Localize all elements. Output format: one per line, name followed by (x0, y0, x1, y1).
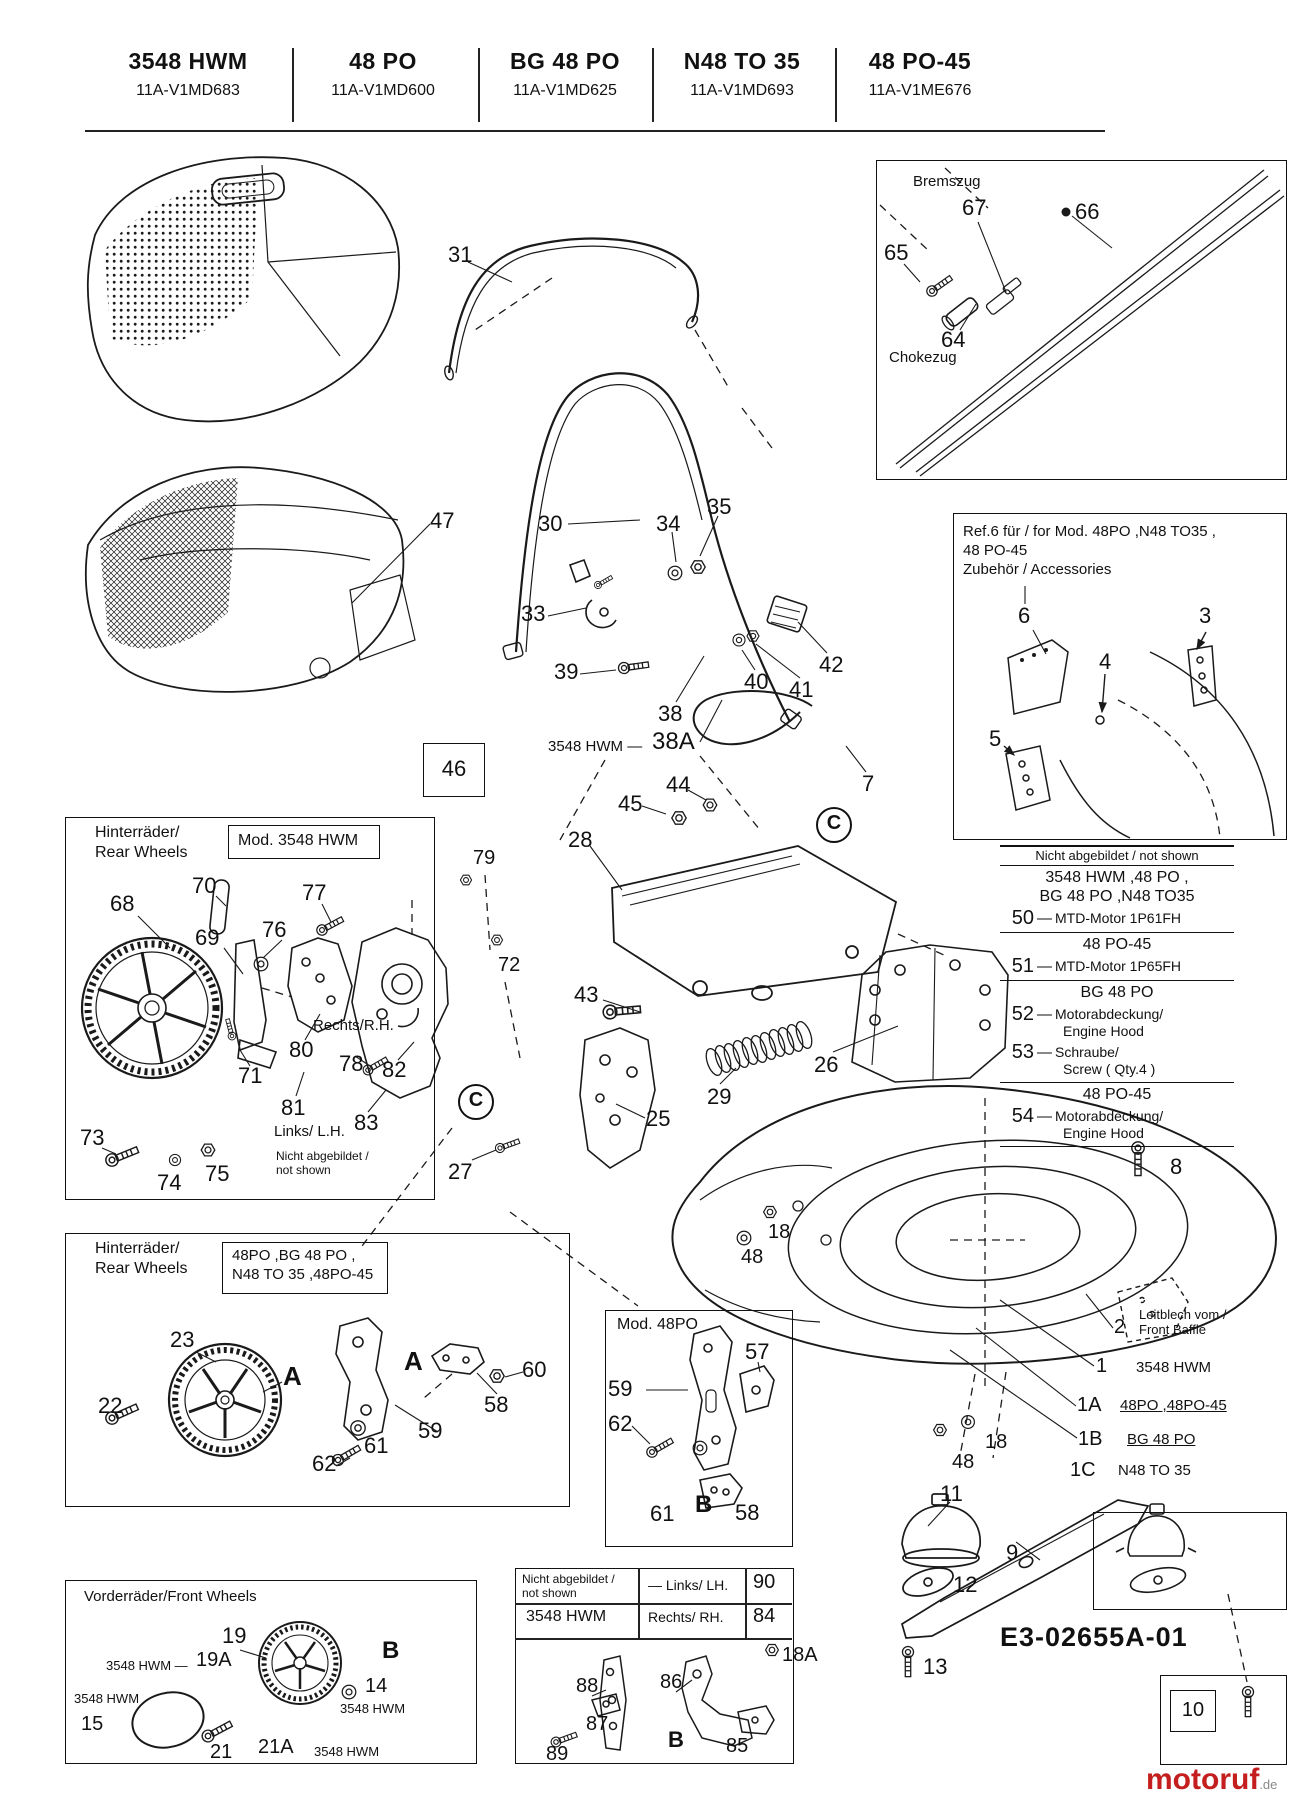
callout-57: 57 (745, 1339, 770, 1364)
callout-64: 64 (941, 327, 966, 352)
callout-note-1a: 48PO ,48PO-45 (1120, 1397, 1227, 1414)
model-name: N48 TO 35 (683, 48, 801, 74)
callout-62-2: 62 (608, 1411, 633, 1436)
bracket-25-graphic (580, 1028, 655, 1168)
engine-table-models: 3548 HWM ,48 PO , (1045, 869, 1189, 886)
callout-87: 87 (586, 1713, 609, 1735)
callout-18A: 18A (782, 1644, 818, 1666)
model-name: 48 PO-45 (868, 48, 972, 74)
callout-59-2: 59 (608, 1376, 633, 1401)
callout-35: 35 (707, 494, 732, 519)
blade-adapter-box (1093, 1512, 1287, 1610)
callout-29: 29 (707, 1084, 732, 1109)
blade-table-vline (638, 1568, 640, 1638)
callout-79: 79 (473, 847, 496, 869)
rear2-title-1: Hinterräder/ (95, 1240, 180, 1257)
callout-78: 78 (339, 1051, 364, 1076)
callout-1: 1 (1096, 1355, 1108, 1377)
rear2-title-2: Rear Wheels (95, 1260, 188, 1277)
blade-table-vline (745, 1568, 747, 1638)
hood-graphic (88, 157, 399, 421)
engine-table-row-50: 50 — MTD-Motor 1P61FH (1011, 907, 1182, 929)
callout-60: 60 (522, 1357, 547, 1382)
callout-67: 67 (962, 195, 987, 220)
callout-70: 70 (192, 873, 217, 898)
callout-86: 86 (660, 1671, 683, 1693)
callout-61-2: 61 (650, 1501, 675, 1526)
callout-note-1b: BG 48 PO (1127, 1431, 1196, 1448)
callout-27: 27 (448, 1159, 473, 1184)
callout-45: 45 (618, 791, 643, 816)
callout-note-21: 3548 HWM (314, 1744, 380, 1759)
upper-handle-graphic (443, 239, 699, 381)
callout-30: 30 (538, 511, 563, 536)
callout-61-1: 61 (364, 1433, 389, 1458)
view-c-marker-2: C (458, 1084, 494, 1120)
callout-B-3: B (668, 1727, 684, 1752)
engine-table-group-0 (1000, 866, 1234, 933)
callout-B-2: B (382, 1637, 400, 1664)
rear2-mod-1: 48PO ,BG 48 PO , (232, 1247, 356, 1264)
engine-table-group-3 (1000, 1083, 1234, 1147)
callout-19: 19 (222, 1623, 247, 1648)
callout-note-ns1a: Nicht abgebildet / (276, 1149, 369, 1163)
callout-3: 3 (1199, 603, 1212, 628)
blade-table-r1c2: — Links/ LH. (648, 1577, 729, 1593)
engine-table-row-54: 54 — Motorabdeckung/ Engine Hood (1011, 1105, 1164, 1141)
callout-5: 5 (989, 726, 1002, 751)
callout-18-2: 18 (985, 1431, 1008, 1453)
callout-62-1: 62 (312, 1451, 337, 1476)
callout-34: 34 (656, 511, 681, 536)
watermark (1146, 1763, 1277, 1797)
handle-small-parts (570, 560, 812, 744)
callout-39: 39 (554, 659, 579, 684)
callout-69: 69 (195, 925, 220, 950)
callout-33: 33 (521, 601, 546, 626)
callout-note-1: 3548 HWM (1136, 1359, 1212, 1376)
callout-89: 89 (546, 1743, 569, 1765)
callout-88: 88 (576, 1675, 599, 1697)
model-code: 11A-V1MD625 (513, 82, 617, 99)
blade-table-r2c1: 3548 HWM (526, 1608, 607, 1625)
callout-12: 12 (953, 1572, 978, 1597)
callout-58-2: 58 (735, 1500, 760, 1525)
engine-table (1000, 845, 1234, 1147)
callout-25: 25 (646, 1106, 671, 1131)
callout-72: 72 (498, 954, 521, 976)
callout-13: 13 (923, 1654, 948, 1679)
rear-wheels-box-1 (65, 817, 435, 1200)
callout-note-links1: Links/ L.H. (274, 1123, 345, 1140)
callout-21: 21 (210, 1741, 233, 1763)
callout-82: 82 (382, 1057, 407, 1082)
engine-table-models: BG 48 PO ,N48 TO35 (1039, 888, 1195, 905)
model-code: 11A-V1ME676 (868, 82, 972, 99)
callout-9: 9 (1006, 1540, 1019, 1565)
callout-note-chokezug: Chokezug (889, 349, 957, 366)
grass-bag-graphic (86, 467, 415, 692)
header-model-3 (470, 48, 660, 100)
rear1-title-1: Hinterräder/ (95, 824, 180, 841)
callout-85: 85 (726, 1735, 749, 1757)
callout-note-bremszug: Bremszug (913, 173, 981, 190)
callout-28: 28 (568, 827, 593, 852)
callout-14: 14 (365, 1675, 388, 1697)
watermark-main: motoruf (1146, 1763, 1260, 1796)
callout-75: 75 (205, 1161, 230, 1186)
mod48po-title: Mod. 48PO (617, 1316, 698, 1333)
ref6-line3: Zubehör / Accessories (963, 561, 1112, 578)
callout-26: 26 (814, 1052, 839, 1077)
bag-ref-box: 46 (423, 743, 485, 797)
callout-58-1: 58 (484, 1392, 509, 1417)
callout-18-1: 18 (768, 1221, 791, 1243)
header-model-1 (93, 48, 283, 100)
engine-table-group-2 (1000, 981, 1234, 1083)
blade-table-r1c3: 90 (753, 1571, 776, 1593)
engine-table-row-52: 52 — Motorabdeckung/ Engine Hood (1011, 1003, 1164, 1039)
model-name: 3548 HWM (128, 48, 248, 74)
engine-table-models: 48 PO-45 (1082, 936, 1152, 953)
blade-table-r2c2: Rechts/ RH. (648, 1609, 724, 1625)
model-code: 11A-V1MD693 (690, 82, 794, 99)
header-model-4 (647, 48, 837, 100)
callout-80: 80 (289, 1037, 314, 1062)
callout-77: 77 (302, 880, 327, 905)
blade-table-r1c1a: Nicht abgebildet / (522, 1572, 615, 1586)
model-code: 11A-V1MD683 (136, 82, 240, 99)
callout-73: 73 (80, 1125, 105, 1150)
callout-40: 40 (744, 669, 769, 694)
callout-48-2: 48 (952, 1451, 975, 1473)
blade-table-r2c3: 84 (753, 1605, 776, 1627)
header-underline (85, 130, 1105, 132)
callout-81: 81 (281, 1095, 306, 1120)
callout-65: 65 (884, 240, 909, 265)
callout-21A: 21A (258, 1736, 294, 1758)
callout-note-38a: 3548 HWM — (548, 738, 643, 755)
header-model-2 (288, 48, 478, 100)
callout-41: 41 (789, 677, 814, 702)
callout-48-1: 48 (741, 1246, 764, 1268)
callout-42: 42 (819, 652, 844, 677)
callout-31: 31 (448, 242, 473, 267)
callout-8: 8 (1170, 1154, 1183, 1179)
view-c-marker-1: C (816, 807, 852, 843)
front-wheels-title: Vorderräder/Front Wheels (84, 1588, 257, 1605)
blade-table-hline (515, 1603, 792, 1605)
callout-83: 83 (354, 1110, 379, 1135)
callout-1B: 1B (1078, 1428, 1103, 1450)
callout-note-rechts1: Rechts/R.H. (313, 1017, 394, 1034)
model-name: 48 PO (349, 48, 417, 74)
callout-68: 68 (110, 891, 135, 916)
engine-table-models: 48 PO-45 (1082, 1086, 1152, 1103)
rear1-mod-label: Mod. 3548 HWM (238, 832, 359, 849)
spring-29-graphic (703, 1020, 815, 1078)
callout-note-19: 3548 HWM — (106, 1658, 188, 1673)
callout-A-2: A (404, 1346, 423, 1376)
ref6-line2: 48 PO-45 (963, 542, 1028, 559)
part10-label-box: 10 (1170, 1690, 1216, 1732)
callout-66: 66 (1075, 199, 1100, 224)
callout-1A: 1A (1077, 1394, 1102, 1416)
watermark-suffix: .de (1259, 1777, 1278, 1792)
ref6-line1: Ref.6 für / for Mod. 48PO ,N48 TO35 , (963, 523, 1216, 540)
rear1-title-2: Rear Wheels (95, 844, 188, 861)
callout-B-1: B (695, 1491, 713, 1518)
model-code: 11A-V1MD600 (331, 82, 435, 99)
callout-6: 6 (1018, 603, 1031, 628)
callout-11: 11 (940, 1481, 963, 1506)
engine-table-models: BG 48 PO (1080, 984, 1154, 1001)
blade-table-r1c1b: not shown (522, 1586, 577, 1600)
callout-44: 44 (666, 772, 691, 797)
callout-59-1: 59 (418, 1418, 443, 1443)
header-model-5 (825, 48, 1015, 100)
callout-note-1c: N48 TO 35 (1118, 1462, 1191, 1479)
engine-table-row-53: 53 — Schraube/ Screw ( Qty.4 ) (1011, 1041, 1156, 1077)
callout-note-ns1b: not shown (276, 1163, 331, 1177)
engine-table-header: Nicht abgebildet / not shown (1000, 845, 1234, 866)
model-name: BG 48 PO (509, 48, 621, 74)
callout-7: 7 (862, 771, 875, 796)
diagram-number: E3-02655A-01 (1000, 1622, 1188, 1652)
callout-22: 22 (98, 1393, 123, 1418)
callout-note-14: 3548 HWM (340, 1701, 406, 1716)
callout-2: 2 (1114, 1316, 1126, 1338)
callout-19A: 19A (196, 1649, 232, 1671)
bracket-26-graphic (852, 945, 1008, 1082)
engine-table-row-51: 51 — MTD-Motor 1P65FH (1011, 955, 1182, 977)
callout-A-1: A (283, 1361, 302, 1391)
callout-4: 4 (1099, 649, 1112, 674)
engine-table-group-1 (1000, 933, 1234, 981)
callout-47: 47 (430, 508, 455, 533)
callout-1C: 1C (1070, 1459, 1096, 1481)
rear-flap-graphic (612, 846, 896, 1000)
callout-note-2b: Front Baffle (1139, 1322, 1206, 1337)
blade-table-hline (515, 1638, 792, 1640)
callout-76: 76 (262, 917, 287, 942)
callout-71: 71 (238, 1063, 263, 1088)
callout-15: 15 (81, 1713, 104, 1735)
callout-74: 74 (157, 1170, 182, 1195)
callout-43: 43 (574, 982, 599, 1007)
callout-38: 38 (658, 701, 683, 726)
callout-note-15: 3548 HWM (74, 1691, 140, 1706)
callout-23: 23 (170, 1327, 195, 1352)
rear2-mod-2: N48 TO 35 ,48PO-45 (232, 1266, 374, 1283)
callout-38A: 38A (652, 728, 695, 755)
callout-note-2a: Leitblech vom / (1139, 1307, 1227, 1322)
